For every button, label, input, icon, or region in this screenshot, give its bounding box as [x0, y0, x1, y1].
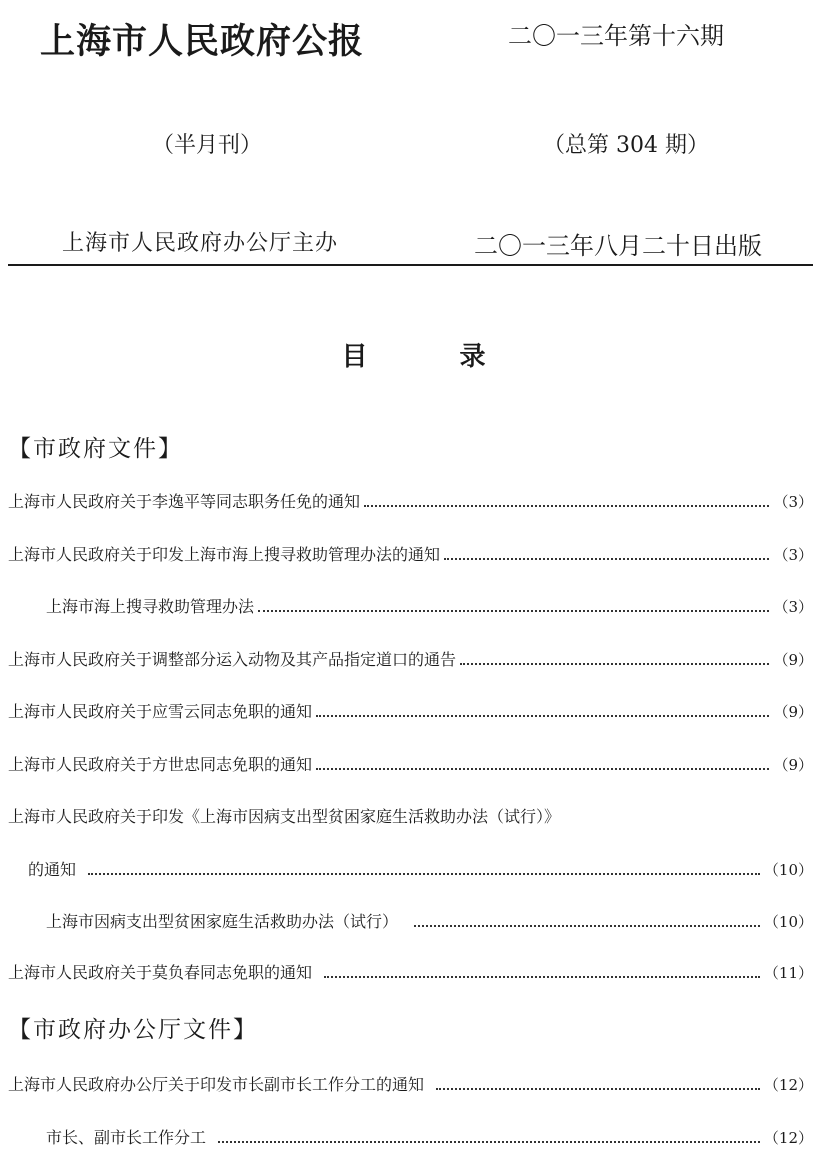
toc-leader-dots	[88, 873, 760, 875]
toc-entry[interactable]	[8, 697, 813, 723]
section-heading-municipal-government: 【市政府文件】	[8, 436, 183, 462]
host-organization: 上海市人民政府办公厅主办	[62, 231, 339, 256]
toc-entry[interactable]	[28, 855, 813, 881]
toc-entry-page: （9）	[773, 756, 813, 774]
toc-entry-page: （11）	[763, 964, 813, 982]
toc-leader-dots	[444, 558, 769, 560]
toc-entry[interactable]	[46, 1123, 813, 1149]
toc-entry-title: 上海市人民政府关于李逸平等同志职务任免的通知	[8, 492, 361, 511]
toc-entry-title: 上海市人民政府关于印发上海市海上搜寻救助管理办法的通知	[8, 545, 441, 564]
toc-entry-title: 上海市因病支出型贫困家庭生活救助办法（试行）	[46, 912, 399, 931]
contents-title-left: 目	[341, 342, 368, 372]
toc-entry-title: 上海市人民政府关于印发《上海市因病支出型贫困家庭生活救助办法（试行）》	[8, 807, 561, 826]
toc-entry-page: （9）	[773, 703, 813, 721]
publication-date: 二〇一三年八月二十日出版	[474, 232, 762, 260]
toc-entry-title: 上海市人民政府关于莫负春同志免职的通知	[8, 963, 313, 982]
toc-entry-page: （3）	[773, 493, 813, 511]
toc-entry[interactable]	[8, 750, 813, 776]
toc-leader-dots	[436, 1088, 760, 1090]
toc-entry[interactable]	[8, 540, 813, 566]
toc-entry-title: 上海市人民政府办公厅关于印发市长副市长工作分工的通知	[8, 1075, 425, 1094]
publication-frequency: （半月刊）	[152, 133, 263, 158]
toc-entry[interactable]	[46, 907, 813, 933]
toc-entry[interactable]	[8, 487, 813, 513]
header-divider	[8, 264, 813, 266]
contents-title-right: 录	[459, 342, 486, 372]
toc-entry-page: （10）	[763, 913, 813, 931]
toc-leader-dots	[414, 925, 760, 927]
toc-entry-title: 上海市人民政府关于方世忠同志免职的通知	[8, 755, 313, 774]
toc-entry-page: （9）	[773, 651, 813, 669]
toc-entry-page: （12）	[763, 1076, 813, 1094]
toc-entry[interactable]	[46, 592, 813, 618]
publication-masthead: 上海市人民政府公报	[40, 21, 365, 62]
toc-entry-page: （3）	[773, 598, 813, 616]
contents-title	[0, 336, 827, 373]
toc-leader-dots	[460, 663, 769, 665]
toc-entry[interactable]	[8, 645, 813, 671]
toc-entry[interactable]	[8, 958, 813, 984]
toc-entry-page: （3）	[773, 546, 813, 564]
issue-number: 二〇一三年第十六期	[508, 22, 724, 50]
toc-entry[interactable]	[8, 802, 813, 828]
toc-leader-dots	[324, 976, 760, 978]
toc-leader-dots	[258, 610, 769, 612]
toc-leader-dots	[316, 715, 769, 717]
toc-leader-dots	[218, 1141, 760, 1143]
toc-leader-dots	[316, 768, 769, 770]
toc-entry-title: 上海市海上搜寻救助管理办法	[46, 597, 255, 616]
toc-entry-page: （10）	[763, 861, 813, 879]
toc-entry[interactable]	[8, 1070, 813, 1096]
total-issue-number: （总第 304 期）	[543, 133, 709, 158]
toc-entry-title: 市长、副市长工作分工	[46, 1128, 207, 1147]
toc-entry-title: 上海市人民政府关于调整部分运入动物及其产品指定道口的通告	[8, 650, 457, 669]
toc-entry-page: （12）	[763, 1129, 813, 1147]
toc-entry-title: 上海市人民政府关于应雪云同志免职的通知	[8, 702, 313, 721]
section-heading-general-office: 【市政府办公厅文件】	[8, 1017, 258, 1043]
toc-leader-dots	[364, 505, 769, 507]
toc-entry-title: 的通知	[28, 860, 77, 879]
